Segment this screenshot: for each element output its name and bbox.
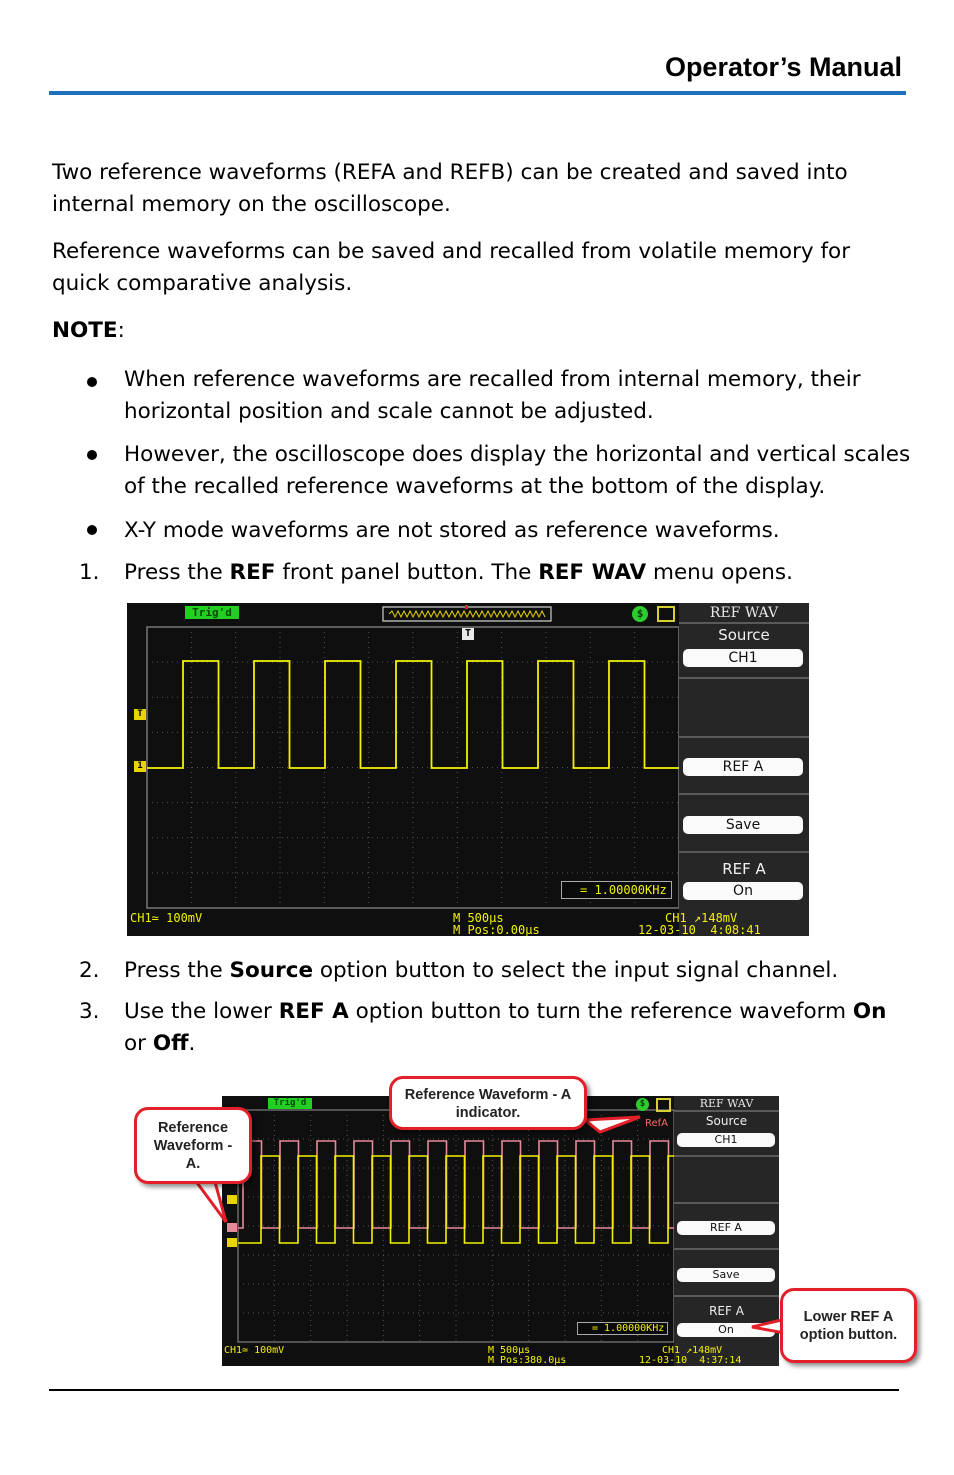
lower-ref-a-on-button[interactable]: On: [683, 882, 803, 900]
horizontal-position: M Pos:0.00μs: [453, 923, 540, 936]
usb-icon: [656, 1098, 671, 1112]
timestamp: 12-03-10 4:37:14: [639, 1355, 742, 1366]
bullet-3: X-Y mode waveforms are not stored as reference waveforms.: [124, 518, 780, 543]
channel-1-marker: [227, 1238, 237, 1247]
lower-ref-a-on-button[interactable]: On: [677, 1323, 775, 1337]
usb-icon: [657, 606, 675, 622]
step-1-text: Press the REF front panel button. The REF WAV menu opens.: [124, 560, 793, 585]
ref-select-button[interactable]: REF A: [683, 758, 803, 776]
callout-indicator: Reference Waveform - A indicator.: [389, 1076, 587, 1130]
note-line: [52, 315, 912, 347]
bullet-dot: [87, 525, 97, 535]
trigd-badge: Trig'd: [268, 1098, 312, 1109]
bullet-dot: [87, 450, 97, 460]
step-1-number: 1.: [79, 560, 100, 585]
menu-title: REF WAV: [699, 1097, 754, 1110]
note-label: NOTE: [52, 318, 118, 343]
trigger-level-marker: [227, 1195, 237, 1204]
save-button[interactable]: Save: [683, 816, 803, 834]
callout-reference-waveform: Reference Waveform - A.: [134, 1107, 252, 1184]
step-3-text: Use the lower REF A option button to turn the reference waveform On or Off.: [124, 999, 887, 1056]
timebase: M 500μs: [453, 911, 504, 925]
trigger-info: CH1 ↗148mV: [662, 1345, 723, 1356]
trigd-badge: Trig'd: [185, 606, 239, 619]
note-colon: :: [117, 318, 125, 343]
ref-a-marker: [227, 1223, 237, 1232]
bullet-2: However, the oscilloscope does display the horizontal and vertical scales of the recalled reference waveforms at the bottom of the display.: [124, 442, 911, 499]
timebase: M 500μs: [488, 1345, 531, 1356]
lower-ref-label: REF A: [722, 860, 766, 878]
source-option-button[interactable]: CH1: [677, 1133, 775, 1147]
channel-1-marker: 1: [134, 761, 146, 772]
status-ok-icon: $: [632, 606, 648, 622]
timestamp: 12-03-10 4:08:41: [638, 923, 761, 936]
trigger-level-marker: T: [134, 709, 146, 720]
source-option-button[interactable]: CH1: [683, 649, 803, 667]
frequency-readout: = 1.00000KHz: [577, 1322, 668, 1335]
callout-lower-ref-a: Lower REF A option button.: [780, 1288, 917, 1363]
channel-scale: CH1≃ 100mV: [224, 1345, 285, 1356]
status-ok-icon: $: [636, 1098, 649, 1111]
channel-scale: CH1≃ 100mV: [130, 911, 203, 925]
horizontal-position: M Pos:380.0μs: [488, 1355, 567, 1366]
ref-wav-menu: [679, 603, 809, 936]
step-3-number: 3.: [79, 999, 100, 1024]
source-label: Source: [705, 1114, 748, 1128]
scope-screen-1: [127, 603, 809, 936]
bullet-1: When reference waveforms are recalled from internal memory, their horizontal position and scale cannot be adjusted.: [124, 367, 861, 424]
bullet-dot: [87, 377, 97, 387]
ref-select-button[interactable]: REF A: [677, 1221, 775, 1235]
source-label: Source: [718, 626, 770, 644]
frequency-readout: = 1.00000KHz: [561, 881, 672, 899]
trigger-position-marker: T: [462, 628, 474, 640]
intro-paragraph-2: Reference waveforms can be saved and recalled from volatile memory for quick comparative analysis.: [52, 239, 851, 296]
save-button[interactable]: Save: [677, 1268, 775, 1282]
page-header-title: Operator’s Manual: [664, 52, 902, 82]
header-rule: [49, 91, 906, 95]
ref-a-indicator: RefA: [645, 1118, 669, 1129]
step-2-number: 2.: [79, 958, 100, 983]
ref-wav-menu: [674, 1096, 779, 1366]
trigger-info: CH1 ↗148mV: [665, 911, 738, 925]
step-2-text: Press the Source option button to select the input signal channel.: [124, 958, 839, 983]
scope-screen-2: [222, 1096, 779, 1366]
menu-title: REF WAV: [709, 605, 779, 621]
lower-ref-label: REF A: [709, 1304, 744, 1318]
footer-rule: [49, 1389, 899, 1391]
intro-paragraph-1: Two reference waveforms (REFA and REFB) can be created and saved into internal memory on the oscilloscope.: [52, 160, 848, 217]
